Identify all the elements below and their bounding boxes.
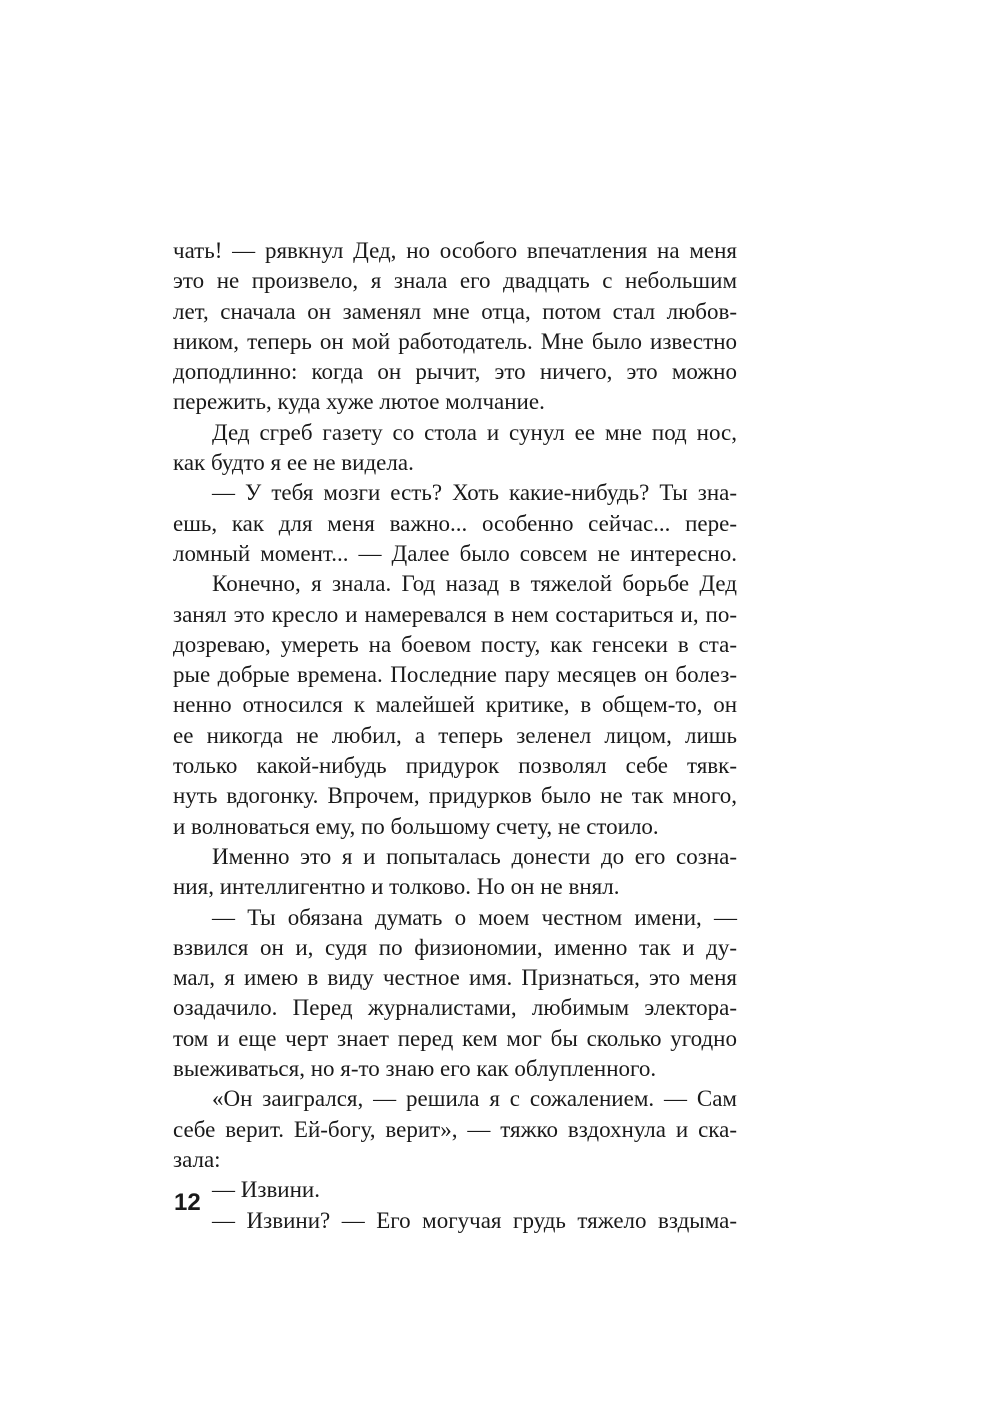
text-line: «Он заигрался, — решила я с сожалением. — Сам [212,1086,737,1112]
text-line: рые добрые времена. Последние пару месяцев он болез- [173,662,737,688]
text-line: ешь, как для меня важно... особенно сейчас... пере- [173,510,737,536]
page-number: 12 [174,1189,201,1216]
text-line: взвился он и, судя по физиономии, именно так и ду- [173,934,737,960]
text-line: дозреваю, умереть на боевом посту, как генсеки в ста- [173,631,737,657]
text-line: — У тебя мозги есть? Хоть какие-нибудь? Ты зна- [212,480,737,506]
text-line: занял это кресло и намеревался в нем состариться и, по- [173,601,737,627]
text-line: зала: [173,1146,221,1172]
text-line: — Ты обязана думать о моем честном имени, — [212,904,737,930]
text-line: ником, теперь он мой работодатель. Мне было известно [173,328,737,354]
text-line: — Извини. [212,1177,320,1203]
text-line: себе верит. Ей-богу, верит», — тяжко вздохнула и ска- [173,1116,737,1142]
text-line: том и еще черт знает перед кем мог бы сколько угодно [173,1025,737,1051]
text-line: ненно относился к малейшей критике, в общем-то, он [173,692,737,718]
text-line: Именно это я и попыталась донести до его созна- [212,843,737,869]
text-line: чать! — рявкнул Дед, но особого впечатления на меня [173,238,737,263]
text-line: как будто я ее не видела. [173,450,414,476]
text-line: доподлинно: когда он рычит, это ничего, это можно [173,359,737,385]
text-line: пережить, куда хуже лютое молчание. [173,389,545,415]
text-line: выеживаться, но я-то знаю его как облупленного. [173,1056,657,1082]
text-line: только какой-нибудь придурок позволял себе тявк- [173,753,737,779]
text-line: ломный момент... — Далее было совсем не интересно. [173,540,737,566]
text-line: Конечно, я знала. Год назад в тяжелой борьбе Дед [212,571,737,597]
text-line: — Извини? — Его могучая грудь тяжело вздыма- [212,1207,737,1233]
text-line: и волноваться ему, по большому счету, не стоило. [173,813,659,839]
text-line: это не произвело, я знала его двадцать с небольшим [173,268,737,294]
body-text [173,236,737,1236]
text-line: озадачило. Перед журналистами, любимым электора- [173,995,737,1021]
text-line: нуть вдогонку. Впрочем, придурков было не так много, [173,783,737,809]
text-line: лет, сначала он заменял мне отца, потом стал любов- [173,298,737,324]
text-line: ее никогда не любил, а теперь зеленел лицом, лишь [173,722,737,748]
text-line: мал, я имею в виду честное имя. Признаться, это меня [173,965,737,991]
text-line: Дед сгреб газету со стола и сунул ее мне под нос, [212,419,737,445]
text-line: ния, интеллигентно и толково. Но он не внял. [173,874,620,900]
